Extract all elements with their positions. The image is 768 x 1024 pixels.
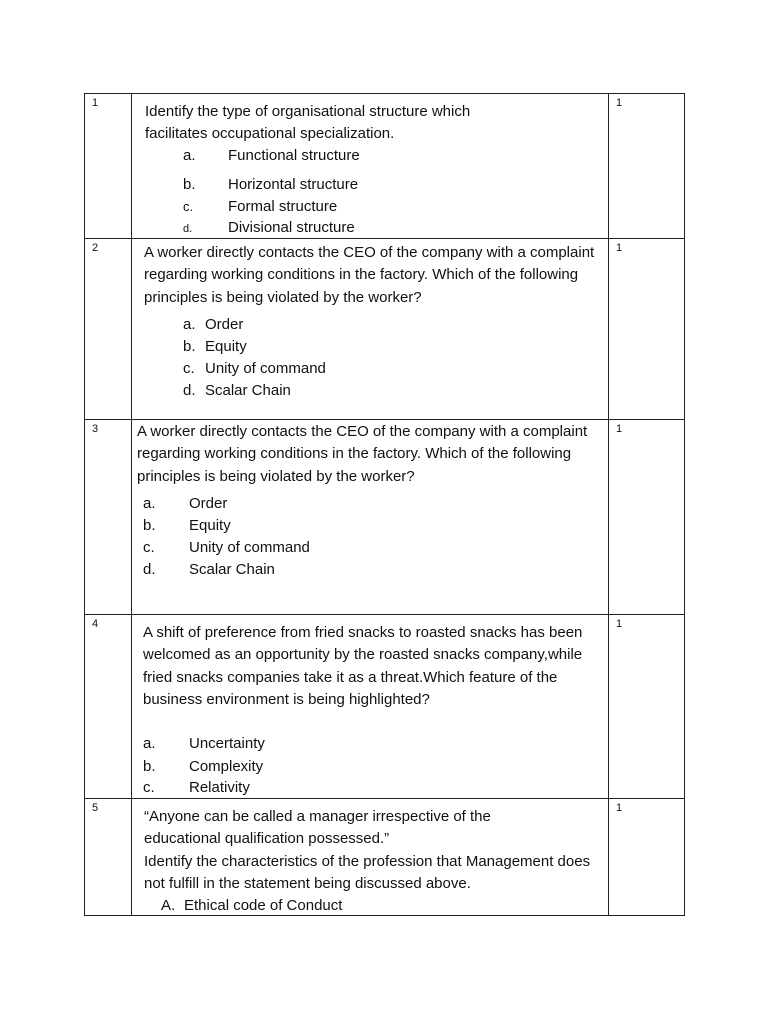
option-a: a. Uncertainty: [143, 735, 265, 752]
option-c: c. Relativity: [143, 779, 250, 796]
option-b: b. Equity: [143, 517, 231, 534]
option-c: c. Unity of command: [143, 539, 310, 556]
option-a: a. Order: [183, 316, 244, 333]
question-number: 2: [92, 242, 99, 254]
question-number: 3: [92, 423, 99, 435]
option-b: b. Horizontal structure: [183, 176, 359, 193]
question-quote: “Anyone can be called a manager irrespective of the educational qualification possessed.”: [144, 808, 491, 848]
question-row-3: [84, 419, 685, 615]
question-text: Identify the type of organisational structure which facilitates occupational specialization.: [145, 103, 471, 143]
option-b: b. Equity: [183, 338, 247, 355]
option-c: c. Unity of command: [183, 360, 326, 377]
option-c: c. Formal structure: [183, 198, 338, 215]
question-number: 4: [92, 618, 99, 630]
option-d: d. Scalar Chain: [143, 561, 275, 578]
question-marks: 1: [616, 97, 623, 109]
question-marks: 1: [616, 242, 623, 254]
option-a: A. Ethical code of Conduct: [161, 897, 343, 914]
question-row-4: [84, 614, 685, 799]
question-number: 1: [92, 97, 99, 109]
question-row-2: [84, 238, 685, 420]
question-text: A worker directly contacts the CEO of the company with a complaint regarding working conditions in the factory. Which of the following principles is being violated by the worker?: [137, 423, 588, 485]
question-text: A worker directly contacts the CEO of the company with a complaint regarding working conditions in the factory. Which of the following principles is being violated by the worker?: [144, 244, 595, 306]
question-marks: 1: [616, 618, 623, 630]
question-row-5: [84, 798, 685, 916]
option-d: d. Divisional structure: [183, 219, 355, 236]
question-number: 5: [92, 802, 99, 814]
question-text: Identify the characteristics of the profession that Management does not fulfill in the statement being discussed above.: [144, 853, 591, 893]
option-a: a. Order: [143, 495, 228, 512]
option-d: d. Scalar Chain: [183, 382, 291, 399]
option-a: a. Functional structure: [183, 147, 360, 164]
question-row-1: [84, 93, 685, 239]
option-b: b. Complexity: [143, 758, 264, 775]
question-marks: 1: [616, 802, 623, 814]
question-marks: 1: [616, 423, 623, 435]
question-text: A shift of preference from fried snacks to roasted snacks has been welcomed as an opportunity by the roasted snacks company,while fried snacks companies take it as a threat.Which feature of the business environment is being highlighted?: [143, 624, 583, 708]
